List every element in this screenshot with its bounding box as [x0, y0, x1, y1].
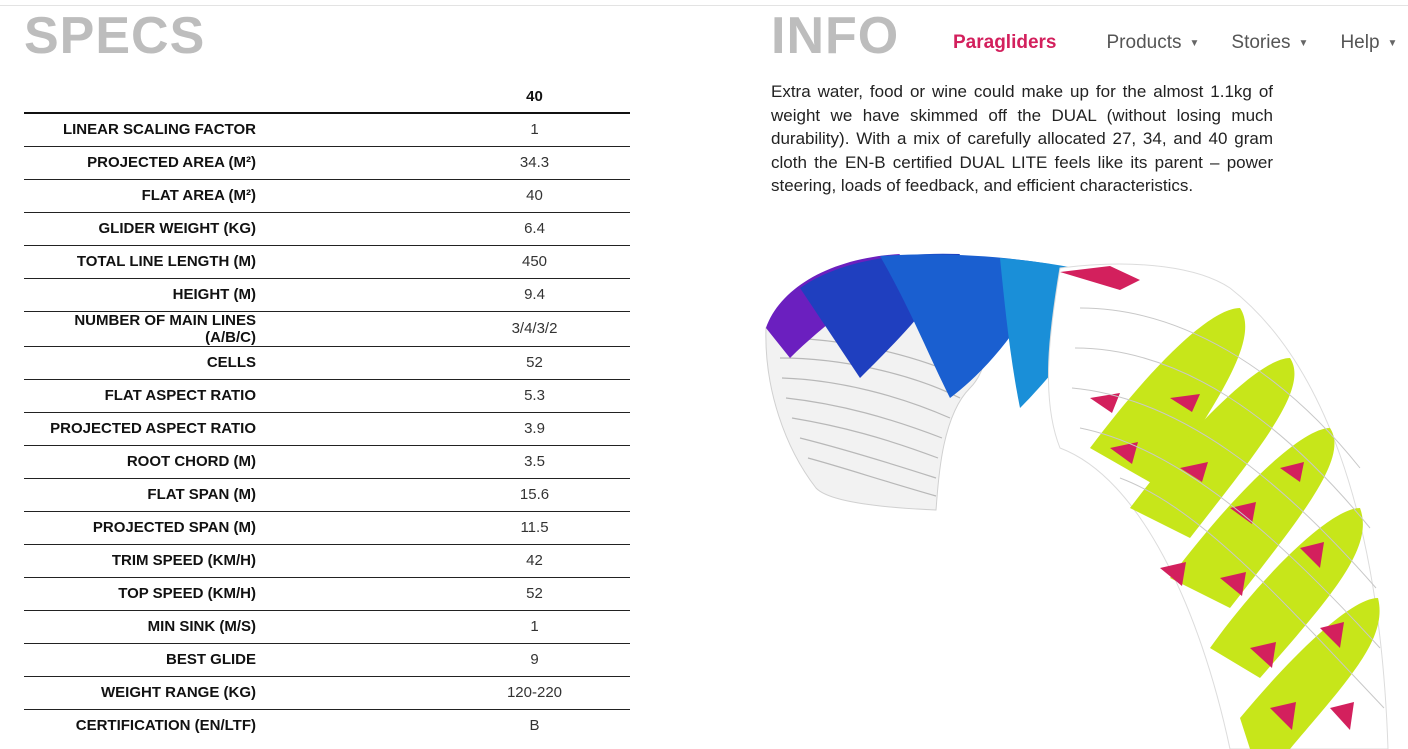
table-row: [24, 544, 630, 577]
spec-value: 52: [443, 577, 630, 610]
nav-help-label: Help: [1340, 32, 1380, 53]
spec-label: HEIGHT (M): [24, 278, 443, 311]
size-column-header: 40: [443, 80, 630, 113]
nav-paragliders-label: Paragliders: [953, 32, 1057, 53]
table-row: [24, 643, 630, 676]
paraglider-wing-image: [760, 248, 1408, 749]
info-paragraph: Extra water, food or wine could make up for the almost 1.1kg of weight we have skimmed off the DUAL (without losing much durability). With a mix of carefully allocated 27, 34, and 40 gram cloth the EN-B certified DUAL LITE feels like its parent – power steering, loads of feedback, and efficient characteristics.: [771, 82, 1273, 195]
spec-value: 1: [443, 610, 630, 643]
nav-paragliders[interactable]: [953, 32, 1057, 54]
table-row: [24, 146, 630, 179]
spec-value: 9.4: [443, 278, 630, 311]
table-row: [24, 577, 630, 610]
spec-value: B: [529, 717, 540, 735]
table-row: [24, 212, 630, 245]
table-row: [24, 412, 630, 445]
table-row: [24, 311, 630, 346]
spec-label: CERTIFICATION (EN/LTF): [75, 717, 256, 735]
spec-label: ROOT CHORD (M): [24, 445, 443, 478]
specs-heading: SPECS: [24, 7, 206, 65]
spec-label: PROJECTED AREA (M²): [24, 146, 443, 179]
main-nav: [953, 30, 1397, 56]
spec-value: 6.4: [443, 212, 630, 245]
table-row: [24, 245, 630, 278]
nav-stories-label: Stories: [1231, 32, 1291, 53]
spec-value: 40: [443, 179, 630, 212]
specs-table-body: [24, 113, 630, 742]
nav-help[interactable]: [1340, 32, 1397, 54]
specs-header-row: [24, 80, 630, 113]
nav-stories[interactable]: [1231, 32, 1308, 54]
spec-value: 3.9: [443, 412, 630, 445]
spec-label: CELLS: [24, 346, 443, 379]
spec-value: 34.3: [443, 146, 630, 179]
table-row: [24, 179, 630, 212]
spec-label: TOTAL LINE LENGTH (M): [24, 245, 443, 278]
spec-label: FLAT AREA (M²): [24, 179, 443, 212]
spec-label: FLAT SPAN (M): [24, 478, 443, 511]
caret-down-icon: ▼: [1298, 37, 1309, 49]
spec-value: 1: [443, 113, 630, 146]
caret-down-icon: ▼: [1387, 37, 1398, 49]
spec-label: MIN SINK (M/S): [24, 610, 443, 643]
table-row: [24, 346, 630, 379]
spec-value: 15.6: [443, 478, 630, 511]
spec-label: NUMBER OF MAIN LINES (A/B/C): [24, 311, 443, 346]
caret-down-icon: ▼: [1189, 37, 1200, 49]
spec-value: 52: [443, 346, 630, 379]
spec-label: WEIGHT RANGE (KG): [24, 676, 443, 709]
spec-value: 120-220: [443, 676, 630, 709]
spec-value: 11.5: [443, 511, 630, 544]
top-divider: [0, 0, 1408, 6]
spec-label: TOP SPEED (KM/H): [24, 577, 443, 610]
spec-label: PROJECTED SPAN (M): [24, 511, 443, 544]
info-heading: INFO: [771, 7, 900, 65]
spec-label: TRIM SPEED (KM/H): [24, 544, 443, 577]
table-row: [24, 676, 630, 709]
table-row: [24, 511, 630, 544]
nav-products[interactable]: [1107, 32, 1200, 54]
spec-label: FLAT ASPECT RATIO: [24, 379, 443, 412]
table-row: [24, 445, 630, 478]
table-row: [24, 610, 630, 643]
nav-products-label: Products: [1106, 32, 1182, 53]
table-row: [24, 478, 630, 511]
spec-label: GLIDER WEIGHT (KG): [24, 212, 443, 245]
spec-value: 42: [443, 544, 630, 577]
table-row: [24, 278, 630, 311]
spec-value: 5.3: [443, 379, 630, 412]
specs-table: [24, 80, 630, 742]
spec-value: 3/4/3/2: [443, 311, 630, 346]
spec-label: LINEAR SCALING FACTOR: [24, 113, 443, 146]
table-row: [24, 113, 630, 146]
spec-label: BEST GLIDE: [24, 643, 443, 676]
specs-label-column-header: [24, 80, 443, 113]
spec-value: 3.5: [443, 445, 630, 478]
spec-value: 450: [443, 245, 630, 278]
table-row: [24, 709, 630, 742]
spec-label: PROJECTED ASPECT RATIO: [24, 412, 443, 445]
spec-value: 9: [443, 643, 630, 676]
table-row: [24, 379, 630, 412]
